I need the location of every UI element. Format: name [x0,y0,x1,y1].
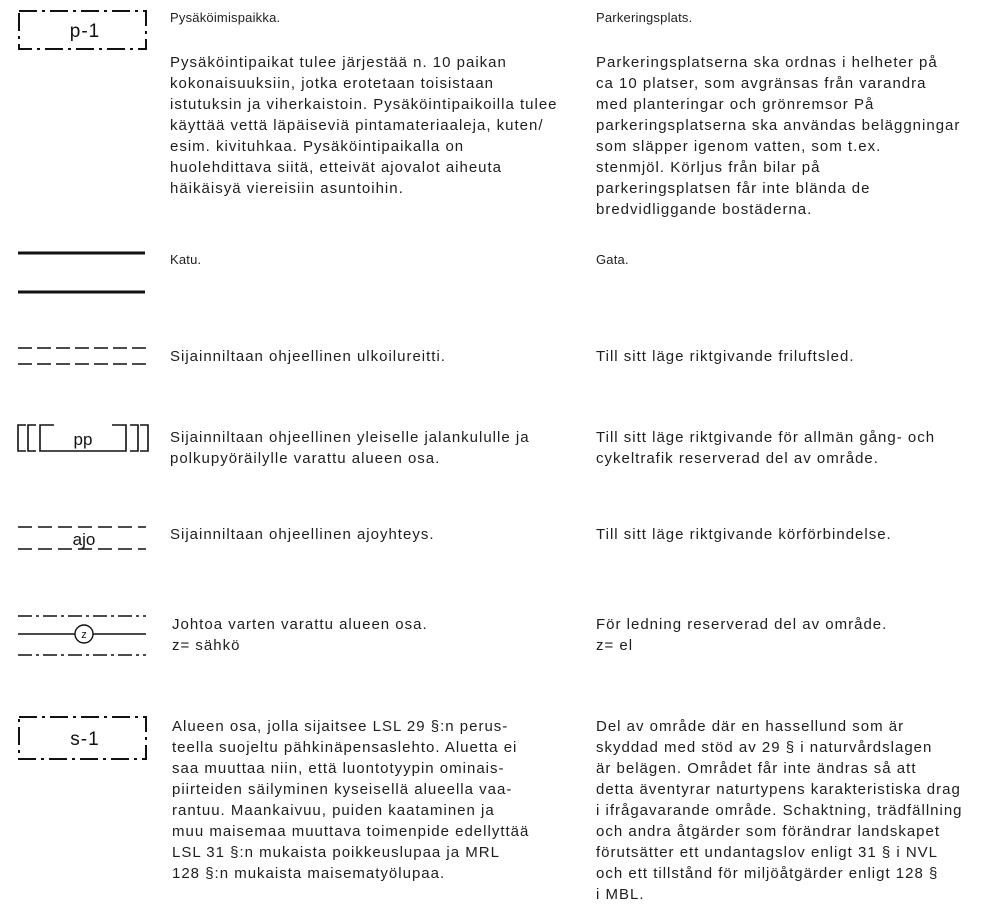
driving-connection-symbol [14,518,154,558]
sv-description: Till sitt läge riktgivande friluftsled. [596,348,855,365]
sv-description: Till sitt läge riktgivande körförbindelse. [596,526,892,543]
sv-description: Till sitt läge riktgivande för allmän gång- och cykeltrafik reserverad del av område. [596,429,936,467]
pedestrian-cycle-symbol [14,420,154,456]
fi-description: Sijainniltaan ohjeellinen ulkoilureitti. [170,348,446,365]
fi-description: Sijainniltaan ohjeellinen ajoyhteys. [170,526,435,543]
street-symbol [14,246,154,300]
bracket-mark [130,425,138,451]
sv-description: För ledning reserverad del av område. z= el [596,616,888,654]
sv-title: Parkeringsplats. [596,10,693,25]
sv-description: Del av område där en hassellund som är skyddad med stöd av 29 § i naturvårdslagen är belägen. Området får inte ändras så att detta äventyrar naturtypens karakteristiska drag i ifrågavarande område. Schaktning, trädfällning och andra åtgärder som förändrar landskapet förutsätter ett undantagslov enligt 31 § i NVL och ett tillstånd för miljöåtgärder enligt 128 § i MBL. [596,718,963,903]
outdoor-route-symbol [14,340,154,372]
utility-line-symbol [14,606,154,662]
bracket-mark [18,425,26,451]
symbol-code-label: p-1 [69,21,101,42]
fi-description: Sijainniltaan ohjeellinen yleiselle jalankululle ja polkupyöräilylle varattu alueen osa. [170,429,530,467]
symbol-code-label: z [81,629,87,641]
fi-description: Alueen osa, jolla sijaitsee LSL 29 §:n perus- teella suojeltu pähkinäpensaslehto. Aluetta ei saa muuttaa niin, että luontotyypin ominais- piirteiden säilyminen kyseisellä alueella vaa- rantuu. Maankaivuu, puiden kaataminen ja muu maisemaa muuttava toimenpide edellyttää LSL 31 §:n mukaista poikkeuslupaa ja MRL 128 §:n mukaista maisematyölupaa. [172,718,530,882]
symbol-code-label: ajo [72,530,96,549]
symbol-code-label: pp [73,430,93,449]
fi-description: Katu. [170,252,202,267]
bracket-mark [140,425,148,451]
sv-description: Parkeringsplatserna ska ordnas i helheter på ca 10 platser, som avgränsas från varandra med planteringar och grönremsor På parkeringsplatserna ska användas beläggningar som släpper igenom vatten, som t.ex. stenmjöl. Körljus från bilar på parkeringsplatsen får inte blända de bredvidliggande bostäderna. [596,54,961,218]
sv-description: Gata. [596,252,629,267]
fi-description: Johtoa varten varattu alueen osa. z= sähkö [172,616,428,654]
parking-area-symbol [14,6,154,58]
protected-area-symbol [14,712,154,766]
symbol-code-label: s-1 [70,729,100,750]
bracket-mark [28,425,36,451]
fi-title: Pysäköimispaikka. [170,10,281,25]
fi-description: Pysäköintipaikat tulee järjestää n. 10 paikan kokonaisuuksiin, jotka erotetaan toisistaan istutuksin ja viherkaistoin. Pysäköintipaikoilla tulee käyttää vettä läpäiseviä pintamateriaaleja, kuten/ esim. kivituhkaa. Pysäköintipaikalla on huolehdittava siitä, etteivät ajovalot aiheuta häikäisyä viereisiin asuntoihin. [170,54,558,197]
